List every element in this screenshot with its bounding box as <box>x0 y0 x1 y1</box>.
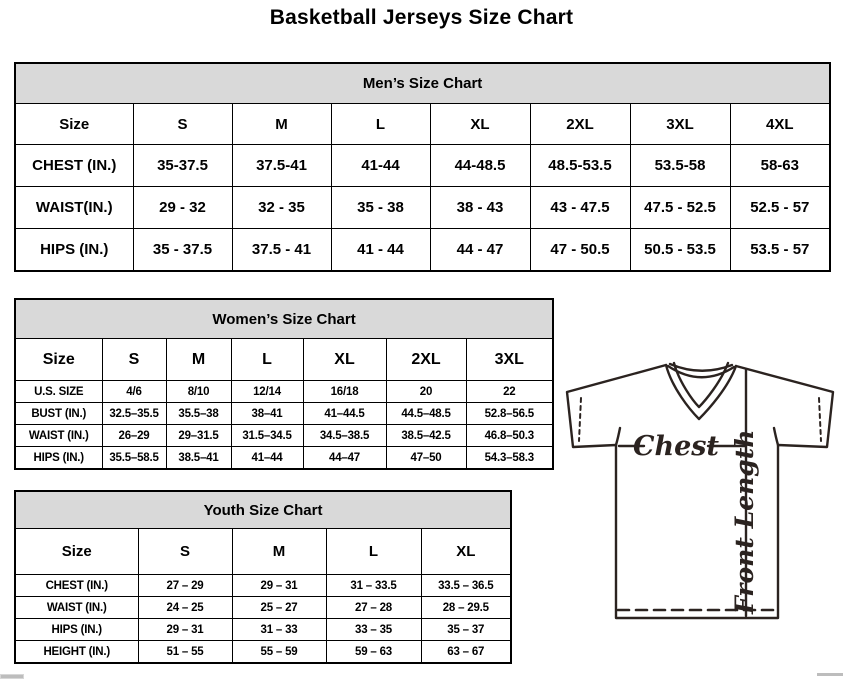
table-cell: 50.5 - 53.5 <box>630 229 730 272</box>
table-row <box>15 447 553 470</box>
horizontal-scrollbar[interactable] <box>0 672 843 679</box>
column-header: S <box>133 104 232 145</box>
table-cell: 35.5–38 <box>166 403 231 425</box>
table-cell: 25 – 27 <box>232 597 326 619</box>
table-cell: 44.5–48.5 <box>386 403 466 425</box>
row-label: BUST (IN.) <box>15 403 102 425</box>
table-cell: 41–44.5 <box>303 403 386 425</box>
jersey-diagram <box>556 358 843 622</box>
table-row <box>15 381 553 403</box>
youth-chart-table <box>14 490 512 664</box>
table-cell: 4/6 <box>102 381 166 403</box>
table-row <box>15 619 511 641</box>
table-cell: 38.5–42.5 <box>386 425 466 447</box>
table-cell: 35 – 37 <box>421 619 511 641</box>
column-header: XL <box>303 339 386 381</box>
row-label: HIPS (IN.) <box>15 229 133 272</box>
jersey-collar-back2 <box>670 364 732 371</box>
table-cell: 41–44 <box>231 447 303 470</box>
table-cell: 35 - 38 <box>331 187 430 229</box>
table-cell: 47.5 - 52.5 <box>630 187 730 229</box>
table-cell: 8/10 <box>166 381 231 403</box>
table-cell: 26–29 <box>102 425 166 447</box>
row-label: CHEST (IN.) <box>15 575 138 597</box>
table-cell: 34.5–38.5 <box>303 425 386 447</box>
table-cell: 52.8–56.5 <box>466 403 553 425</box>
table-cell: 48.5-53.5 <box>530 145 630 187</box>
table-cell: 37.5-41 <box>232 145 331 187</box>
table-cell: 44 - 47 <box>430 229 530 272</box>
jersey-armpit-right <box>774 428 778 445</box>
table-row <box>15 187 830 229</box>
column-header: 3XL <box>466 339 553 381</box>
column-header: L <box>331 104 430 145</box>
table-cell: 38–41 <box>231 403 303 425</box>
front-length-label: Front Length <box>730 429 759 614</box>
scrollbar-thumb-right[interactable] <box>817 673 843 676</box>
chart-title: Youth Size Chart <box>15 491 511 529</box>
table-cell: 43 - 47.5 <box>530 187 630 229</box>
column-header-row <box>15 339 553 381</box>
row-label: WAIST (IN.) <box>15 425 102 447</box>
table-row <box>15 575 511 597</box>
chest-label: Chest <box>633 431 719 462</box>
table-cell: 46.8–50.3 <box>466 425 553 447</box>
table-cell: 58-63 <box>730 145 830 187</box>
row-label: HIPS (IN.) <box>15 447 102 470</box>
column-header: 4XL <box>730 104 830 145</box>
column-header: L <box>326 529 421 575</box>
table-cell: 32.5–35.5 <box>102 403 166 425</box>
row-label: WAIST (IN.) <box>15 597 138 619</box>
column-header: Size <box>15 104 133 145</box>
table-cell: 35.5–58.5 <box>102 447 166 470</box>
table-cell: 35 - 37.5 <box>133 229 232 272</box>
table-cell: 29 - 32 <box>133 187 232 229</box>
row-label: WAIST(IN.) <box>15 187 133 229</box>
page-title: Basketball Jerseys Size Chart <box>269 6 574 29</box>
table-cell: 54.3–58.3 <box>466 447 553 470</box>
table-cell: 53.5 - 57 <box>730 229 830 272</box>
table-cell: 41 - 44 <box>331 229 430 272</box>
table-cell: 52.5 - 57 <box>730 187 830 229</box>
table-cell: 31 – 33 <box>232 619 326 641</box>
mens-chart-table <box>14 62 831 272</box>
row-label: U.S. SIZE <box>15 381 102 403</box>
table-row <box>15 597 511 619</box>
table-cell: 55 – 59 <box>232 641 326 664</box>
column-header: S <box>138 529 232 575</box>
column-header: M <box>232 529 326 575</box>
table-row <box>15 641 511 664</box>
column-header: Size <box>15 339 102 381</box>
table-row <box>15 145 830 187</box>
table-cell: 35-37.5 <box>133 145 232 187</box>
table-cell: 38 - 43 <box>430 187 530 229</box>
mens-size-chart <box>14 62 829 272</box>
table-cell: 27 – 29 <box>138 575 232 597</box>
jersey-cuff-left <box>579 398 581 441</box>
table-cell: 28 – 29.5 <box>421 597 511 619</box>
table-cell: 27 – 28 <box>326 597 421 619</box>
row-label: HEIGHT (IN.) <box>15 641 138 664</box>
table-cell: 41-44 <box>331 145 430 187</box>
youth-size-chart <box>14 490 510 664</box>
column-header: 3XL <box>630 104 730 145</box>
table-cell: 29 – 31 <box>232 575 326 597</box>
table-row <box>15 403 553 425</box>
jersey-outline <box>567 365 833 618</box>
table-cell: 47–50 <box>386 447 466 470</box>
column-header-row <box>15 529 511 575</box>
jersey-armpit-left <box>616 428 620 445</box>
table-row <box>15 229 830 272</box>
jersey-cuff-right <box>819 398 821 441</box>
column-header: M <box>232 104 331 145</box>
table-cell: 51 – 55 <box>138 641 232 664</box>
womens-size-chart <box>14 298 552 470</box>
column-header-row <box>15 104 830 145</box>
table-cell: 29–31.5 <box>166 425 231 447</box>
table-cell: 44–47 <box>303 447 386 470</box>
table-cell: 38.5–41 <box>166 447 231 470</box>
row-label: CHEST (IN.) <box>15 145 133 187</box>
table-cell: 32 - 35 <box>232 187 331 229</box>
table-cell: 29 – 31 <box>138 619 232 641</box>
table-cell: 53.5-58 <box>630 145 730 187</box>
column-header: XL <box>421 529 511 575</box>
table-cell: 33 – 35 <box>326 619 421 641</box>
row-label: HIPS (IN.) <box>15 619 138 641</box>
column-header: L <box>231 339 303 381</box>
column-header: XL <box>430 104 530 145</box>
column-header: 2XL <box>530 104 630 145</box>
table-cell: 63 – 67 <box>421 641 511 664</box>
table-cell: 47 - 50.5 <box>530 229 630 272</box>
chart-title: Women’s Size Chart <box>15 299 553 339</box>
column-header: Size <box>15 529 138 575</box>
table-cell: 31.5–34.5 <box>231 425 303 447</box>
chart-title: Men’s Size Chart <box>15 63 830 104</box>
table-cell: 33.5 – 36.5 <box>421 575 511 597</box>
column-header: S <box>102 339 166 381</box>
column-header: M <box>166 339 231 381</box>
table-cell: 12/14 <box>231 381 303 403</box>
column-header: 2XL <box>386 339 466 381</box>
scrollbar-thumb-left[interactable] <box>0 674 24 679</box>
table-cell: 31 – 33.5 <box>326 575 421 597</box>
table-cell: 16/18 <box>303 381 386 403</box>
table-cell: 44-48.5 <box>430 145 530 187</box>
table-cell: 24 – 25 <box>138 597 232 619</box>
table-row <box>15 425 553 447</box>
womens-chart-table <box>14 298 554 470</box>
table-cell: 22 <box>466 381 553 403</box>
table-cell: 20 <box>386 381 466 403</box>
table-cell: 37.5 - 41 <box>232 229 331 272</box>
table-cell: 59 – 63 <box>326 641 421 664</box>
